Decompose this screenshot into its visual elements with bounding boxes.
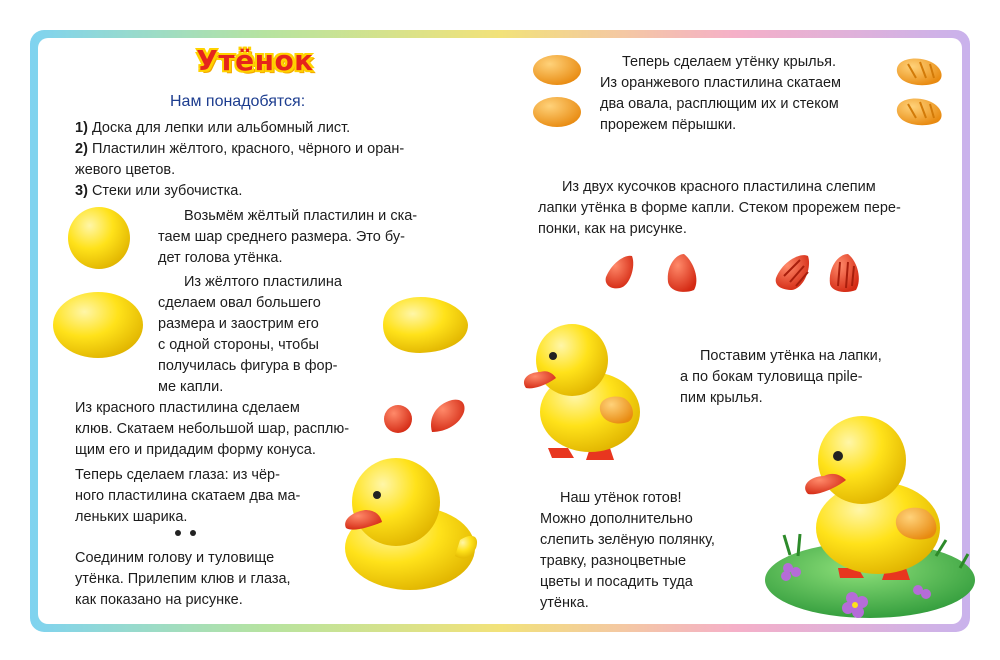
text-line: Теперь сделаем глаза: из чёр-	[75, 467, 280, 483]
text-line: дет голова утёнка.	[158, 250, 283, 266]
material-text: Стеки или зубочистка.	[91, 183, 243, 199]
text-line: леньких шарика.	[75, 509, 188, 525]
materials-heading: Нам понадобятся:	[170, 93, 306, 110]
text-line: утёнка. Прилепим клюв и глаза,	[75, 571, 291, 587]
duck-standing-icon	[524, 324, 640, 460]
duck-on-meadow-icon	[765, 416, 975, 618]
text-line: как показано на рисунке.	[75, 592, 243, 608]
yellow-oval-icon	[53, 292, 143, 358]
text-line: ме капли.	[158, 379, 224, 395]
page-title: Утёнок	[196, 44, 314, 77]
text-line: Из жёлтого пластилина	[184, 274, 342, 290]
text-line: Из двух кусочков красного пластилина слепим	[562, 179, 876, 195]
orange-wing-icon	[897, 59, 942, 126]
text-line: утёнка.	[540, 595, 589, 611]
material-num: 1)	[75, 120, 88, 136]
orange-oval-icon	[533, 55, 581, 127]
red-ball-icon	[384, 405, 412, 433]
text-line: Наш утёнок готов!	[560, 490, 682, 506]
text-line: понки, как на рисунке.	[538, 221, 687, 237]
text-line: сделаем овал большего	[158, 295, 321, 311]
red-feet-cut-icon	[776, 254, 859, 292]
step-stand-text	[680, 346, 920, 409]
text-line: с одной стороны, чтобы	[158, 337, 319, 353]
text-line: получилась фигура в фор-	[158, 358, 338, 374]
text-line: прорежем пёрышки.	[600, 117, 737, 133]
material-text: Доска для лепки или альбомный лист.	[91, 120, 351, 136]
text-line: щим его и придадим форму конуса.	[75, 442, 316, 458]
text-line: а по бокам туловища прile-	[680, 369, 863, 385]
material-text: жевого цветов.	[75, 162, 176, 178]
red-feet-drop-icon	[606, 254, 697, 292]
black-eyes-icon	[175, 530, 196, 536]
yellow-drop-icon	[383, 297, 468, 353]
beak-cone-icon	[431, 400, 465, 432]
text-line: травку, разноцветные	[540, 553, 687, 569]
text-line: лапки утёнка в форме капли. Стеком прорежем пере-	[538, 200, 901, 216]
text-line: размера и заострим его	[158, 316, 319, 332]
text-line: Из оранжевого пластилина скатаем	[600, 75, 841, 91]
text-line: Можно дополнительно	[540, 511, 693, 527]
material-text: Пластилин жёлтого, красного, чёрного и оран-	[91, 141, 405, 157]
duck-head-body-icon	[345, 458, 477, 590]
text-line: пим крылья.	[680, 390, 763, 406]
text-line: Соединим голову и туловище	[75, 550, 275, 566]
text-line: Из красного пластилина сделаем	[75, 400, 300, 416]
text-line: два овала, расплющим их и стеком	[600, 96, 839, 112]
text-line: Теперь сделаем утёнку крылья.	[622, 54, 837, 70]
text-line: ного пластилина скатаем два ма-	[75, 488, 301, 504]
text-line: клюв. Скатаем небольшой шар, расплю-	[75, 421, 350, 437]
text-line: Поставим утёнка на лапки,	[700, 348, 882, 364]
text-line: Возьмём жёлтый пластилин и ска-	[184, 208, 418, 224]
step-feet-text	[538, 177, 958, 240]
yellow-ball-icon	[68, 207, 130, 269]
step-wings-text	[600, 52, 900, 136]
text-line: цветы и посадить туда	[540, 574, 693, 590]
step-done-text	[540, 488, 740, 614]
material-num: 2)	[75, 141, 88, 157]
text-line: таем шар среднего размера. Это бу-	[158, 229, 405, 245]
material-num: 3)	[75, 183, 88, 199]
text-line: слепить зелёную полянку,	[540, 532, 715, 548]
